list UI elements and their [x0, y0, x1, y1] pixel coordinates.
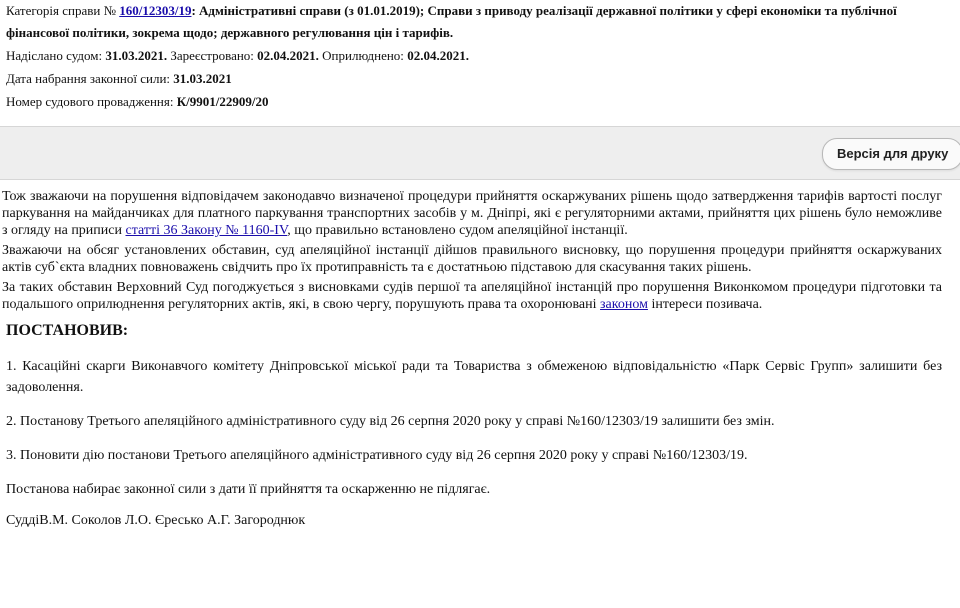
category-label: Категорія справи №: [6, 3, 120, 18]
proceeding-label: Номер судового провадження:: [6, 94, 177, 109]
law-link[interactable]: законом: [600, 297, 648, 312]
toolbar-band: [0, 126, 960, 180]
effective-row: [6, 68, 956, 90]
paragraph-3-end: інтереси позивача.: [647, 297, 763, 312]
dates-row: [6, 45, 956, 67]
decision-text: [2, 188, 942, 531]
proceeding-number: К/9901/22909/20: [176, 94, 269, 109]
resolution-heading: ПОСТАНОВИВ:: [6, 322, 129, 339]
resolution-item-2: 2. Постанову Третього апеляційного адміністративного суду від 26 серпня 2020 року у справі №160/12303/19 залишити без змін.: [6, 414, 775, 429]
resolution-item-1: 1. Касаційні скарги Виконавчого комітету Дніпровської міської ради та Товариства з обмеженою відповідальністю «Парк Сервіс Групп» залишити без задоволення.: [6, 359, 942, 395]
law-article-link[interactable]: статті 36 Закону № 1160-IV: [125, 223, 288, 238]
paragraph-1: [2, 188, 942, 239]
case-metadata: [6, 0, 956, 114]
sent-label: Надіслано судом:: [6, 48, 106, 63]
category-row: [6, 0, 956, 44]
published-date: 02.04.2021.: [407, 48, 469, 63]
judges-signatures: СуддіВ.М. Соколов Л.О. Єресько А.Г. Загороднюк: [6, 513, 306, 528]
case-number-link[interactable]: 160/12303/19: [119, 3, 192, 18]
category-text: : Адміністративні справи (з 01.01.2019); Справи з приводу реалізації державної політики у сфері економіки та публічної фінансової політики, зокрема щодо; державного регулювання цін і тарифів.: [6, 3, 897, 40]
effective-date: 31.03.2021: [173, 71, 232, 86]
paragraph-3-text: За таких обставин Верховний Суд погоджується з висновками судів першої та апеляційної інстанцій про порушення Виконкомом процедури підготовки та подальшого оприлюднення регуляторних актів, які, в свою чергу, порушують права та охоронювані: [2, 280, 942, 312]
paragraph-3: [2, 279, 942, 313]
published-label: Оприлюднено:: [318, 48, 408, 63]
effective-label: Дата набрання законної сили:: [6, 71, 174, 86]
sent-date: 31.03.2021.: [105, 48, 168, 63]
paragraph-1-end: , що правильно встановлено судом апеляційної інстанції.: [287, 223, 628, 238]
print-version-button[interactable]: Версія для друку: [822, 138, 960, 170]
registered-date: 02.04.2021.: [257, 48, 319, 63]
registered-label: Зареєстровано:: [167, 48, 258, 63]
proceeding-row: [6, 91, 956, 113]
resolution-item-3: 3. Поновити дію постанови Третього апеляційного адміністративного суду від 26 серпня 2020 року у справі №160/12303/19.: [6, 448, 748, 463]
paragraph-2: Зважаючи на обсяг установлених обставин, суд апеляційної інстанції дійшов правильного висновку, що порушення процедури прийняття оскаржуваних актів суб`єкта владних повноважень свідчить про їх протиправність та є достатньою підставою для скасування таких рішень.: [2, 243, 942, 275]
paragraph-1-text: Тож зважаючи на порушення відповідачем законодавчо визначеної процедури прийняття оскаржуваних рішень щодо затвердження тарифів вартості послуг паркування на майданчиках для платного паркування транспортних засобів у м. Дніпрі, які є регуляторними актами, прийняття цих рішень було неможливе з огляду на приписи: [2, 189, 942, 238]
final-statement: Постанова набирає законної сили з дати її прийняття та оскарженню не підлягає.: [6, 482, 491, 497]
